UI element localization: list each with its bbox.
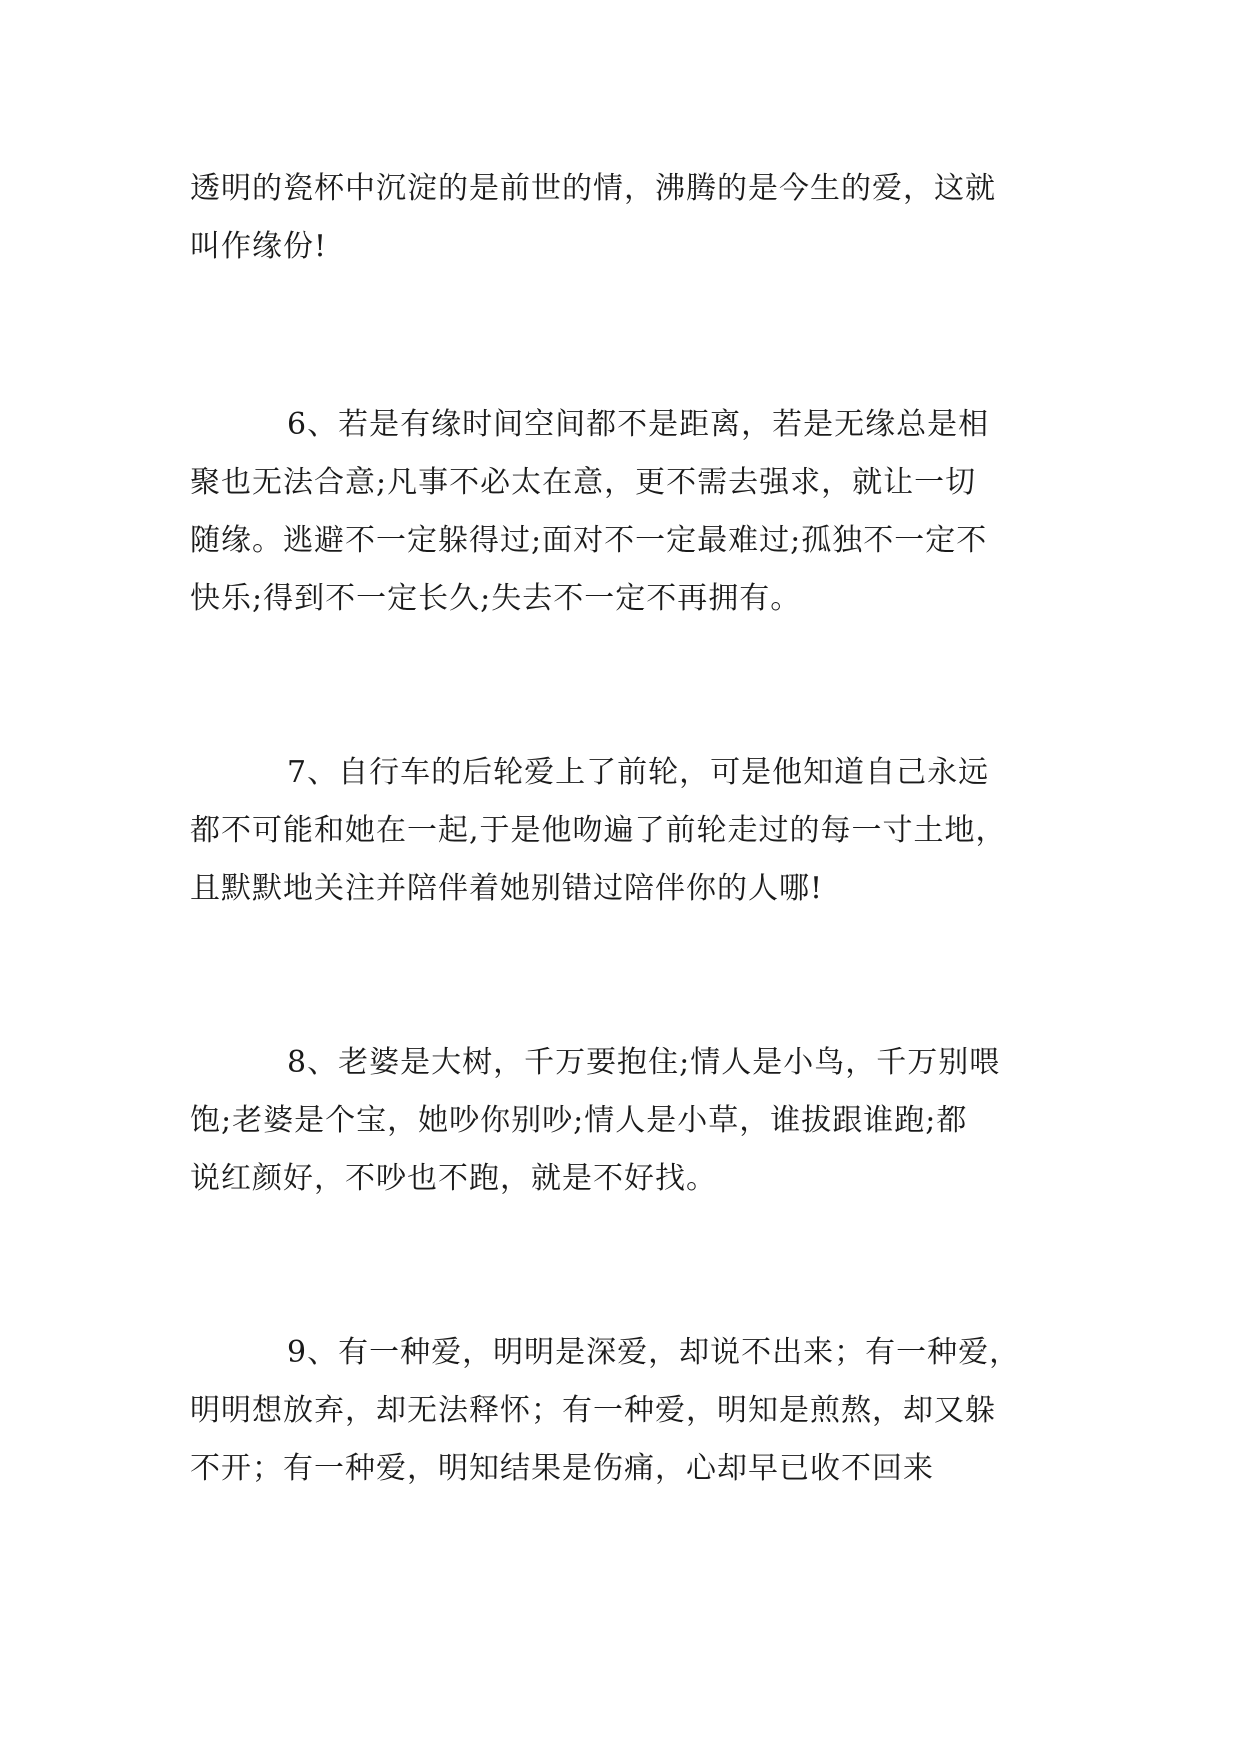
text-line: 透明的瓷杯中沉淀的是前世的情，沸腾的是今生的爱，这就 xyxy=(190,171,996,206)
paragraph-item-6 xyxy=(190,396,1060,628)
text-line: 6、若是有缘时间空间都不是距离，若是无缘总是相 xyxy=(287,407,990,442)
text-line: 说红颜好，不吵也不跑，就是不好找。 xyxy=(190,1161,717,1196)
text-line: 且默默地关注并陪伴着她别错过陪伴你的人哪! xyxy=(190,871,824,906)
paragraph-item-7 xyxy=(190,744,1060,918)
text-line: 7、自行车的后轮爱上了前轮，可是他知道自己永远 xyxy=(287,755,990,790)
text-line: 都不可能和她在一起,于是他吻遍了前轮走过的每一寸土地， xyxy=(190,813,1007,848)
text-line: 明明想放弃，却无法释怀；有一种爱，明知是煎熬，却又躲 xyxy=(190,1393,996,1428)
paragraph-continuation xyxy=(190,160,1060,276)
text-line: 不开；有一种爱，明知结果是伤痛，心却早已收不回来 xyxy=(190,1451,934,1486)
text-line: 快乐;得到不一定长久;失去不一定不再拥有。 xyxy=(190,581,802,616)
paragraph-item-8 xyxy=(190,1034,1060,1208)
text-line: 8、老婆是大树，千万要抱住;情人是小鸟，千万别喂 xyxy=(287,1045,1001,1080)
text-line: 9、有一种爱，明明是深爱，却说不出来；有一种爱， xyxy=(287,1335,1021,1370)
paragraph-item-9 xyxy=(190,1324,1060,1498)
text-line: 饱;老婆是个宝，她吵你别吵;情人是小草，谁拔跟谁跑;都 xyxy=(190,1103,968,1138)
text-line: 随缘。逃避不一定躲得过;面对不一定最难过;孤独不一定不 xyxy=(190,523,988,558)
text-line: 聚也无法合意;凡事不必太在意，更不需去强求，就让一切 xyxy=(190,465,977,500)
text-line: 叫作缘份! xyxy=(190,229,328,264)
